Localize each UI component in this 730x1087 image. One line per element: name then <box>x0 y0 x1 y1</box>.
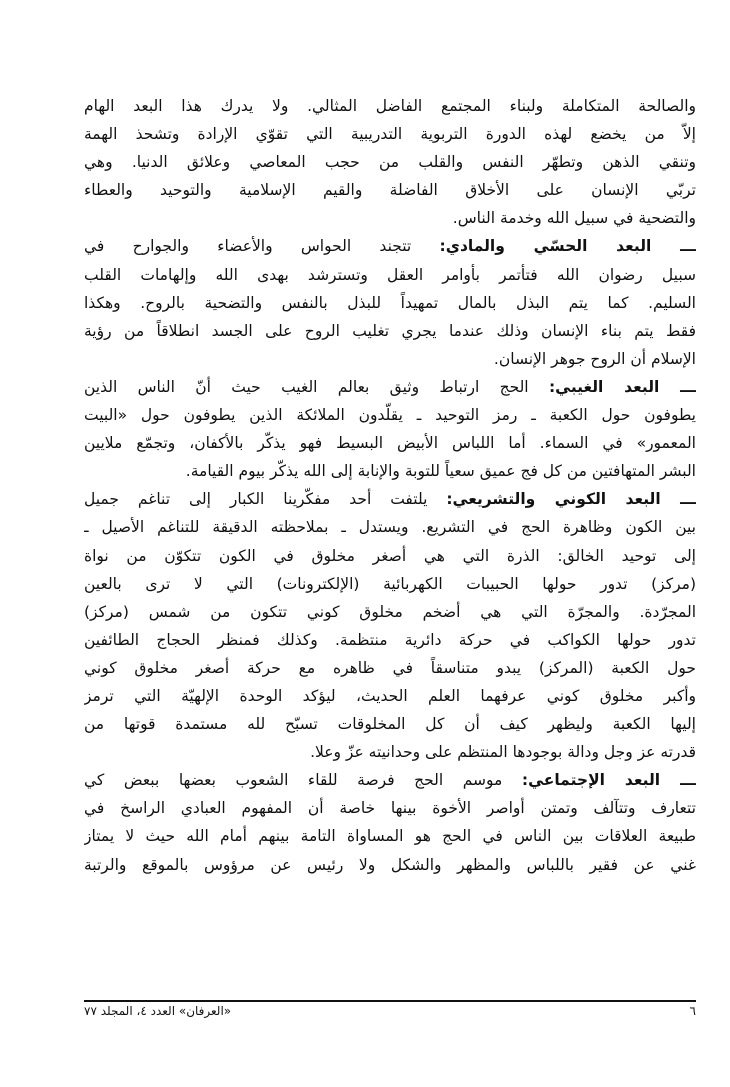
text-line: إلى توحيد الخالق: الذرة التي هي أصغر مخلوق في الكون تتكوّن من نواة <box>84 546 696 565</box>
article-body <box>84 92 696 879</box>
text-line: المعمور» في السماء. أما اللباس الأبيض البسيط فهو يذكّر بالأكفان، وتجمّع ملايين <box>84 434 696 453</box>
text-line: غني عن فقير باللباس والمظهر والشكل ولا رئيس عن مرؤوس بالموقع والرتبة <box>84 855 696 874</box>
text-line: المجرّدة. والمجرّة التي هي أضخم مخلوق كوني تتكون من شمس (مركز) <box>84 602 696 621</box>
section-heading-social: ـــ البعد الإجتماعي: <box>521 771 696 790</box>
section-first-line <box>84 485 696 513</box>
section-heading-cosmic: ـــ البعد الكوني والتشريعي: <box>446 490 696 509</box>
text-line: وتنقي الذهن وتطهّر النفس والقلب من حجب المعاصي وعلائق الدنيا. وهي <box>84 153 696 172</box>
text-line: تتعارف وتتآلف وتمتن أواصر الأخوة بينها خاصة أن المفهوم العبادي الراسخ في <box>84 799 696 818</box>
text-line: تتجند الحواس والأعضاء والجوارح في <box>84 237 412 256</box>
page-footer <box>84 1004 696 1018</box>
text-line: (مركز) تدور حولها الحبيبات الكهربائية (الإلكترونات) التي لا ترى بالعين <box>84 574 696 593</box>
text-line: يطوفون حول الكعبة ـ رمز التوحيد ـ يقلّدون الملائكة الذين يطوفون حول «البيت <box>84 406 696 425</box>
text-line: موسم الحج فرصة للقاء الشعوب بعضها ببعض كي <box>84 771 503 790</box>
text-line: تدور حولها الكواكب في حركة دائرية منتظمة. وكذلك فمنظر الحجاج الطائفين <box>84 630 696 649</box>
text-line: وأكبر مخلوق كوني عرفهما العلم الحديث، ليؤكد الوحدة الإلهيّة التي ترمز <box>84 686 696 705</box>
text-line: سبيل رضوان الله فتأتمر بأوامر العقل وتسترشد بهدى الله وإلهامات القلب <box>84 265 696 284</box>
text-line: بين الكون وظاهرة الحج في التشريع. ويستدل ـ بملاحظته الدقيقة للتناغم الأصيل ـ <box>84 518 696 537</box>
text-line: حول الكعبة (المركز) يبدو متناسقاً في ظاهره مع حركة أصغر مخلوق كوني <box>84 658 696 677</box>
text-line: يلتفت أحد مفكّرينا الكبار إلى تناغم جميل <box>84 490 428 509</box>
section-heading-sensory: ـــ البعد الحسّي والمادي: <box>439 237 696 256</box>
section-first-line <box>84 766 696 794</box>
section-first-line <box>84 232 696 260</box>
text-line: والتضحية في سبيل الله وخدمة الناس. <box>452 209 696 228</box>
text-line: البشر المتهافتين من كل فج عميق سعياً للتوبة والإنابة إلى الله يذكّر بيوم القيامة. <box>185 462 696 481</box>
section-heading-unseen: ـــ البعد الغيبي: <box>548 377 696 396</box>
text-line: إليها الكعبة وليظهر كيف أن كل المخلوقات تسبّح لله مستمدة قوتها من <box>84 715 696 734</box>
journal-citation: «العرفان» العدد ٤، المجلد ٧٧ <box>84 1004 232 1018</box>
text-line: إلاّ من يخضع لهذه الدورة التربوية التدريبية التي تقوّي الإرادة وتشحذ الهمة <box>84 125 696 144</box>
section-first-line <box>84 373 696 401</box>
text-line: الحج ارتباط وثيق بعالم الغيب حيث أنّ الناس الذين <box>84 377 529 396</box>
text-line: تربّي الإنسان على الأخلاق الفاضلة والقيم الإسلامية والتوحيد والعطاء <box>84 181 696 200</box>
text-line: قدرته عز وجل ودالة بوجودها المنتظم على وحدانيته عزّ وعلا. <box>310 743 696 762</box>
text-line: طبيعة العلاقات بين الناس في الحج هو المساواة التامة بينهم أمام الله حيث لا يمتاز <box>84 827 696 846</box>
page-number: ٦ <box>689 1004 696 1018</box>
text-line: فقط يتم بناء الإنسان وذلك عندما يجري تغليب الروح على الجسد انطلاقاً من رؤية <box>84 321 696 340</box>
footer-divider <box>84 1000 696 1002</box>
text-line: السليم. كما يتم البذل بالمال تمهيداً للبذل بالنفس والتضحية بالروح. وهكذا <box>84 293 696 312</box>
text-line: الإسلام أن الروح جوهر الإنسان. <box>493 349 696 368</box>
text-line: والصالحة المتكاملة ولبناء المجتمع الفاضل المثالي. ولا يدرك هذا البعد الهام <box>84 97 696 115</box>
